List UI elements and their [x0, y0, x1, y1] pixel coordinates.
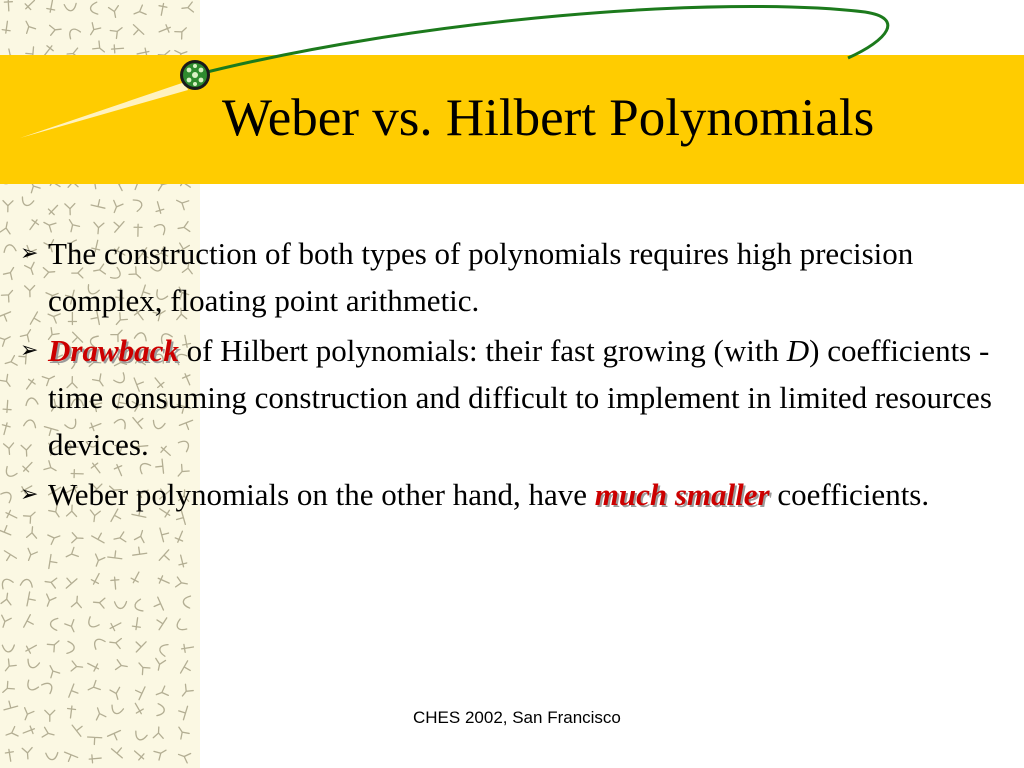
pattern-glyph [111, 748, 122, 759]
pattern-glyph [66, 706, 75, 719]
pattern-glyph [115, 602, 127, 609]
pattern-glyph [27, 526, 38, 538]
pattern-glyph [110, 200, 123, 214]
pattern-glyph [132, 617, 142, 630]
variable-d: D [786, 333, 810, 368]
pattern-glyph [46, 663, 60, 677]
pattern-glyph [175, 619, 187, 633]
pattern-glyph [71, 725, 82, 736]
pattern-glyph [43, 555, 57, 569]
pattern-glyph [132, 748, 146, 762]
pattern-glyph [110, 705, 123, 715]
pattern-glyph [93, 706, 106, 720]
pattern-glyph [65, 620, 79, 634]
arrowhead-bullet-icon: ➢ [20, 241, 39, 266]
pattern-glyph [136, 642, 146, 652]
pattern-glyph [116, 660, 129, 672]
pattern-glyph [46, 203, 60, 217]
pattern-glyph [136, 687, 149, 700]
pattern-glyph [108, 551, 122, 565]
pattern-glyph [71, 596, 82, 608]
pattern-glyph [108, 727, 121, 740]
pattern-glyph [93, 597, 105, 608]
pattern-glyph [0, 221, 12, 234]
pattern-glyph [91, 200, 105, 214]
pattern-glyph [175, 724, 189, 739]
pattern-glyph [177, 750, 191, 763]
pattern-glyph [3, 244, 16, 252]
pattern-glyph [1, 593, 12, 605]
pattern-glyph [179, 706, 193, 720]
pattern-glyph [110, 687, 123, 700]
bullet-text: The construction of both types of polynomials requires high precision complex, floating point arithmetic. [48, 236, 914, 318]
pattern-glyph [0, 615, 11, 629]
pattern-glyph [66, 578, 77, 589]
slide-footer: CHES 2002, San Francisco [413, 708, 621, 727]
pattern-glyph [64, 547, 78, 561]
drawback-emphasis: Drawback [48, 333, 179, 368]
pattern-glyph [65, 204, 75, 215]
pattern-glyph [72, 533, 84, 544]
pattern-glyph [0, 681, 14, 696]
pattern-glyph [24, 548, 37, 562]
bullet-text: coefficients. [769, 477, 930, 512]
pattern-glyph [134, 731, 148, 741]
pattern-glyph [2, 659, 17, 674]
pattern-glyph [71, 661, 83, 672]
pattern-glyph [86, 681, 100, 695]
bullet-text: ) coefficients - time consuming construction and difficult to implement in limited resources devices. [48, 333, 992, 462]
pattern-glyph [154, 597, 167, 610]
pattern-glyph [92, 554, 105, 568]
pattern-glyph [158, 643, 168, 656]
pattern-glyph [4, 727, 18, 740]
pattern-glyph [20, 579, 33, 588]
swoosh-line [195, 7, 888, 75]
pattern-glyph [174, 530, 186, 544]
pattern-glyph [65, 684, 78, 697]
pattern-glyph [4, 265, 18, 280]
pattern-glyph [21, 615, 33, 627]
bullet-item [20, 230, 1012, 324]
pattern-glyph [21, 592, 35, 606]
bullet-item [20, 471, 1012, 518]
bullet-text: of Hilbert polynomials: their fast growing (with [178, 333, 787, 368]
pattern-glyph [111, 577, 120, 590]
pattern-glyph [157, 704, 165, 717]
pattern-glyph [5, 749, 15, 762]
pattern-glyph [89, 754, 102, 763]
slide-title: Weber vs. Hilbert Polynomials [222, 89, 875, 147]
pattern-glyph [50, 618, 58, 631]
arrowhead-bullet-icon: ➢ [20, 338, 39, 363]
pattern-glyph [130, 570, 143, 584]
pattern-glyph [48, 531, 62, 544]
pattern-glyph [3, 400, 12, 413]
pattern-glyph [67, 641, 75, 654]
pattern-glyph [0, 374, 14, 389]
pattern-glyph [65, 748, 78, 761]
pattern-glyph [26, 659, 39, 669]
pattern-glyph [159, 550, 170, 561]
pattern-glyph [155, 528, 169, 542]
pattern-glyph [4, 549, 16, 561]
pattern-glyph [21, 708, 34, 722]
bullet-item [20, 327, 1012, 468]
bullet-list [20, 230, 1012, 518]
pattern-glyph [179, 684, 194, 699]
pattern-glyph [3, 201, 13, 212]
pattern-glyph [154, 746, 169, 760]
pattern-glyph [22, 725, 36, 737]
pattern-glyph [153, 727, 164, 739]
bullet-text: Weber polynomials on the other hand, have [48, 477, 595, 512]
swoosh-tail [20, 82, 188, 138]
pattern-glyph [46, 753, 58, 760]
pattern-glyph [133, 547, 147, 561]
pattern-glyph [154, 201, 165, 215]
pattern-glyph [25, 680, 39, 692]
pattern-glyph [109, 637, 121, 648]
pattern-glyph [47, 637, 62, 652]
pattern-glyph [86, 617, 99, 630]
pattern-glyph [4, 443, 15, 455]
pattern-glyph [44, 577, 56, 588]
pattern-glyph [4, 356, 17, 369]
pattern-glyph [135, 660, 150, 675]
pattern-glyph [24, 642, 38, 655]
pattern-glyph [153, 658, 165, 671]
pattern-glyph [0, 526, 11, 539]
pattern-glyph [178, 661, 190, 673]
pattern-glyph [43, 594, 56, 608]
pattern-glyph [45, 710, 55, 721]
green-molecule-icon [180, 60, 210, 90]
pattern-glyph [42, 727, 55, 739]
pattern-glyph [92, 533, 104, 545]
pattern-glyph [134, 599, 143, 612]
pattern-glyph [183, 596, 191, 608]
pattern-glyph [42, 680, 55, 693]
pattern-glyph [88, 730, 102, 744]
pattern-glyph [113, 532, 126, 544]
pattern-glyph [181, 643, 194, 653]
pattern-glyph [177, 554, 188, 568]
pattern-glyph [1, 287, 16, 302]
pattern-glyph [176, 577, 189, 589]
pattern-glyph [0, 308, 11, 321]
pattern-glyph [3, 467, 17, 479]
pattern-glyph [132, 701, 145, 715]
pattern-glyph [0, 577, 13, 589]
pattern-glyph [4, 701, 18, 715]
pattern-glyph [22, 748, 33, 760]
pattern-glyph [90, 572, 103, 586]
pattern-glyph [4, 509, 18, 521]
much-smaller-emphasis: much smaller [594, 477, 770, 512]
pattern-glyph [157, 575, 171, 587]
pattern-glyph [2, 645, 14, 652]
pattern-glyph [92, 636, 106, 649]
arrowhead-bullet-icon: ➢ [20, 482, 39, 507]
pattern-glyph [1, 489, 14, 502]
pattern-glyph [86, 660, 100, 673]
pattern-glyph [0, 332, 12, 346]
pattern-glyph [0, 422, 11, 436]
pattern-glyph [134, 529, 147, 542]
pattern-glyph [157, 618, 169, 630]
pattern-glyph [108, 619, 122, 632]
pattern-glyph [155, 686, 169, 699]
